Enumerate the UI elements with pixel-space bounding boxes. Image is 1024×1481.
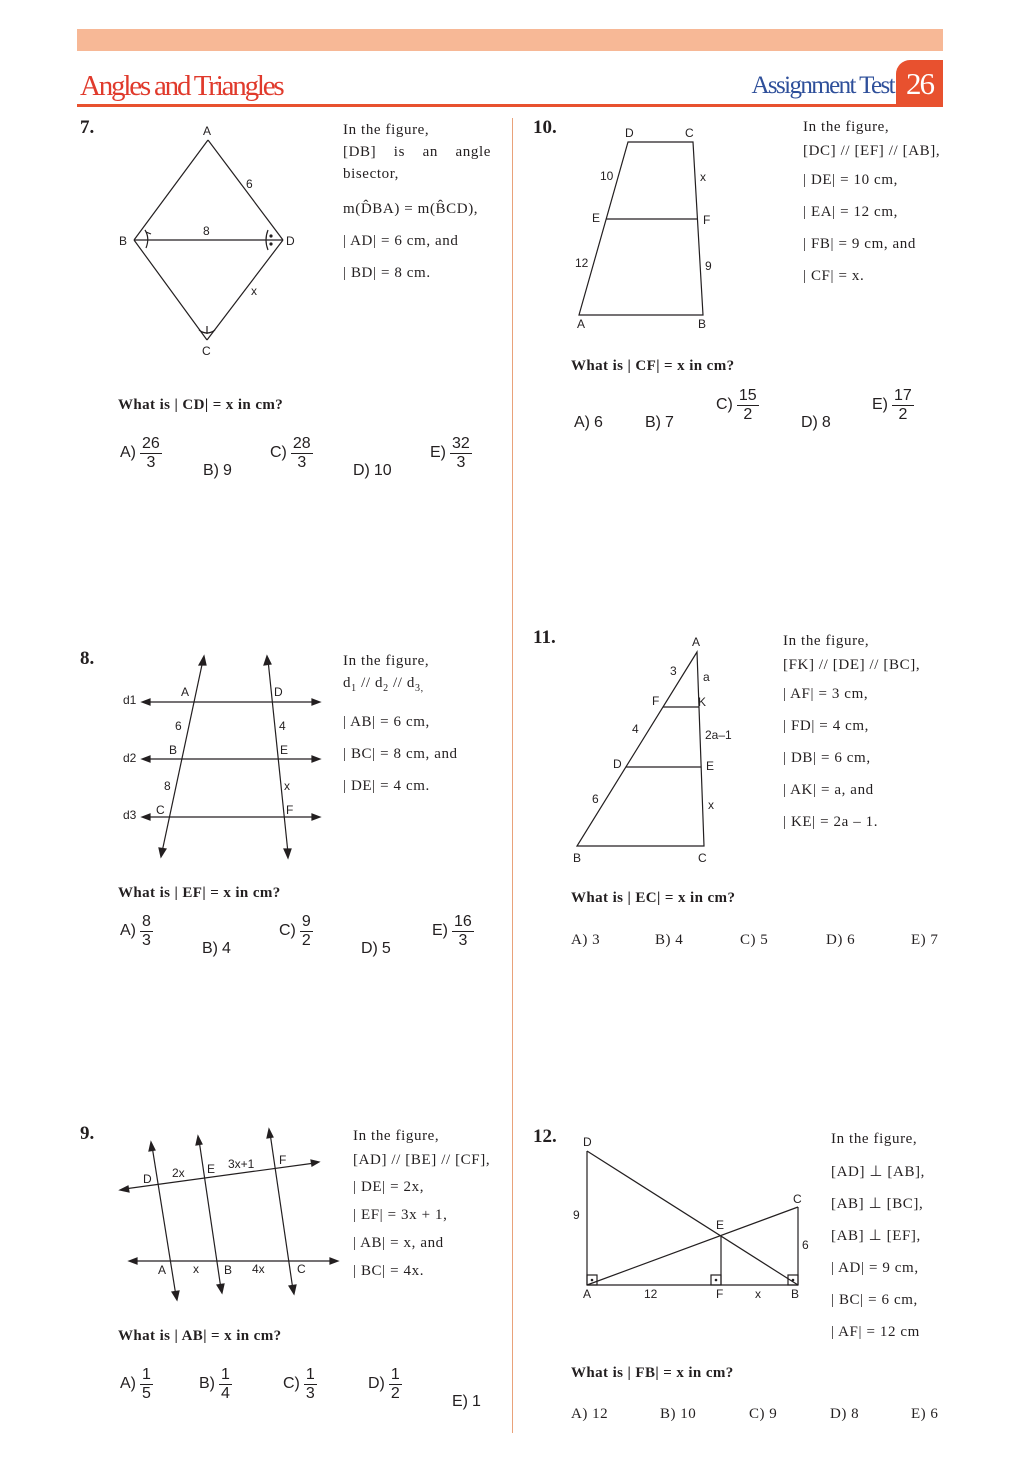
q8-given-line: | DE| = 4 cm. (343, 778, 430, 794)
q9-given-line: | DE| = 2x, (353, 1179, 425, 1195)
q8-label-d2: d2 (123, 751, 137, 765)
q10-given (803, 116, 940, 292)
q11-label-c: C (698, 851, 707, 865)
q11-given-line: | DB| = 6 cm, (783, 750, 871, 766)
test-number-badge: 26 (896, 60, 943, 107)
q8-label-b: B (169, 743, 178, 757)
q7-given-line: [DB] is an angle (343, 144, 491, 160)
q10-given-line: | FB| = 9 cm, and (803, 236, 916, 252)
q10-label-d: D (625, 126, 634, 140)
q8-given-line: $d_1 // d_2 // d_{3,}$ (343, 675, 424, 694)
q7-given-line: In the figure, (343, 122, 430, 138)
q9-option-c[interactable]: C) $\frac{1}{3}$ (283, 1365, 315, 1402)
q9-label-b: B (224, 1263, 233, 1277)
chapter-title: Angles and Triangles (80, 70, 283, 102)
q12-given (831, 1128, 925, 1348)
q7-label-a: A (203, 124, 212, 138)
q8-given (343, 650, 458, 802)
q8-label-d1: d1 (123, 693, 137, 707)
q11-option-d[interactable]: D) 6 (826, 932, 856, 948)
q9-number: 9. (80, 1123, 95, 1144)
q7-given-line: | AD| = 6 cm, and (343, 233, 459, 249)
q10-label-f: F (703, 213, 711, 227)
q11-label-af: 3 (670, 664, 677, 678)
q7-number: 7. (80, 117, 95, 138)
q7-given-line: m(D̂BA) = m(B̂CD), (343, 201, 479, 217)
q12-label-ad: 9 (573, 1208, 580, 1222)
q12-option-b[interactable]: B) 10 (660, 1406, 697, 1422)
q8-option-a[interactable]: A) $\frac{8}{3}$ (120, 912, 151, 949)
q9-given-line: [AD] // [BE] // [CF], (353, 1152, 491, 1168)
q12-given-line: | AD| = 9 cm, (831, 1260, 919, 1276)
q11-number: 11. (533, 627, 556, 648)
q8-label-bc: 8 (164, 779, 171, 793)
q7-label-d: D (286, 234, 295, 248)
test-label: Assignment Test (751, 72, 894, 99)
q10-option-d[interactable]: D) 8 (801, 414, 831, 431)
q12-label-c: C (793, 1192, 802, 1206)
q12-given-line: [AD] ⊥ [AB], (831, 1164, 925, 1180)
q7-given-line: | BD| = 8 cm. (343, 265, 431, 281)
q9-given-line: In the figure, (353, 1128, 440, 1144)
q9-label-de: 2x (172, 1166, 185, 1180)
q11-given-line: | KE| = 2a – 1. (783, 814, 879, 830)
q10-given-line: In the figure, (803, 119, 890, 135)
q9-option-d[interactable]: D) $\frac{1}{2}$ (368, 1365, 400, 1402)
q11-given-line: | AF| = 3 cm, (783, 686, 869, 702)
q9-label-f: F (279, 1153, 287, 1167)
q12-option-a[interactable]: A) 12 (571, 1406, 609, 1422)
q9-label-a: A (158, 1263, 167, 1277)
q10-option-e[interactable]: E) $\frac{17}{2}$ (872, 386, 912, 423)
q11-option-b[interactable]: B) 4 (655, 932, 684, 948)
q9-label-e: E (207, 1162, 216, 1176)
q7-given (343, 119, 491, 289)
q8-label-c: C (156, 803, 165, 817)
q11-label-ec: x (708, 798, 714, 812)
q11-label-k: K (698, 695, 707, 709)
q12-label-d: D (583, 1135, 592, 1149)
q10-label-b: B (698, 317, 707, 331)
q9-label-ef: 3x+1 (228, 1157, 255, 1171)
q12-label-a: A (583, 1287, 592, 1301)
q8-label-ab: 6 (175, 719, 182, 733)
q9-question: What is | AB| = x in cm? (118, 1328, 282, 1344)
q10-given-line: | EA| = 12 cm, (803, 204, 898, 220)
q12-option-d[interactable]: D) 8 (830, 1406, 860, 1422)
q9-option-e[interactable]: E) 1 (452, 1393, 481, 1410)
q11-option-c[interactable]: C) 5 (740, 932, 769, 948)
q12-given-line: [AB] ⊥ [BC], (831, 1196, 924, 1212)
q7-option-c[interactable]: C) $\frac{28}{3}$ (270, 434, 311, 471)
q9-label-bc: 4x (252, 1262, 265, 1276)
q8-question: What is | EF| = x in cm? (118, 885, 281, 901)
q7-label-bd: 8 (203, 224, 210, 238)
q7-option-d[interactable]: D) 10 (353, 462, 392, 479)
q7-option-e[interactable]: E) $\frac{32}{3}$ (430, 434, 470, 471)
q7-label-cd: x (251, 284, 257, 298)
q8-option-e[interactable]: E) $\frac{16}{3}$ (432, 912, 472, 949)
q11-label-b: B (573, 851, 582, 865)
q11-label-d: D (613, 757, 622, 771)
q8-label-a: A (181, 685, 190, 699)
q11-label-fd: 4 (632, 722, 639, 736)
q11-option-a[interactable]: A) 3 (571, 932, 601, 948)
header-band (77, 29, 943, 51)
q10-option-a[interactable]: A) 6 (574, 414, 603, 431)
q9-given-line: | BC| = 4x. (353, 1263, 425, 1279)
q8-label-d3: d3 (123, 808, 137, 822)
q11-given (783, 630, 920, 838)
q10-option-c[interactable]: C) $\frac{15}{2}$ (716, 386, 757, 423)
q7-given-line: bisector, (343, 166, 400, 182)
q12-given-line: [AB] ⊥ [EF], (831, 1228, 921, 1244)
q12-label-bc: 6 (802, 1238, 809, 1252)
q10-label-e: E (592, 211, 601, 225)
q12-given-line: | BC| = 6 cm, (831, 1292, 918, 1308)
q10-given-line: | DE| = 10 cm, (803, 172, 898, 188)
q10-number: 10. (533, 117, 557, 138)
q10-question: What is | CF| = x in cm? (571, 358, 735, 374)
q12-given-line: | AF| = 12 cm (831, 1324, 920, 1340)
q8-label-ef: x (284, 779, 290, 793)
q7-option-a[interactable]: A) $\frac{26}{3}$ (120, 434, 160, 471)
q11-given-line: | FD| = 4 cm, (783, 718, 870, 734)
q12-option-c[interactable]: C) 9 (749, 1406, 778, 1422)
column-divider (512, 118, 513, 1433)
q11-label-e: E (706, 759, 715, 773)
q8-label-f: F (286, 803, 294, 817)
q10-label-c: C (685, 126, 694, 140)
q11-question: What is | EC| = x in cm? (571, 890, 736, 906)
q11-given-line: | AK| = a, and (783, 782, 874, 798)
q12-label-f: F (716, 1287, 724, 1301)
q12-number: 12. (533, 1126, 557, 1147)
q12-given-line: In the figure, (831, 1131, 918, 1147)
q11-label-ak: a (703, 670, 710, 684)
q12-question: What is | FB| = x in cm? (571, 1365, 734, 1381)
q11-given-line: [FK] // [DE] // [BC], (783, 657, 921, 673)
q7-option-b[interactable]: B) 9 (203, 462, 232, 479)
q9-label-ab: x (193, 1262, 199, 1276)
q9-given-line: | AB| = x, and (353, 1235, 444, 1251)
q9-label-d: D (143, 1172, 152, 1186)
q12-label-fb: x (755, 1287, 761, 1301)
q10-label-a: A (577, 317, 586, 331)
q8-given-line: | AB| = 6 cm, (343, 714, 430, 730)
q8-option-c[interactable]: C) $\frac{9}{2}$ (279, 912, 311, 949)
q10-label-ea: 12 (575, 256, 589, 270)
q7-question: What is | CD| = x in cm? (118, 397, 284, 413)
q8-option-b[interactable]: B) 4 (202, 940, 231, 957)
q8-label-de: 4 (279, 719, 286, 733)
q11-label-db: 6 (592, 792, 599, 806)
q11-label-ke: 2a–1 (705, 728, 732, 742)
q8-number: 8. (80, 648, 95, 669)
q7-label-b: B (119, 234, 128, 248)
q8-given-line: In the figure, (343, 653, 430, 669)
q10-option-b[interactable]: B) 7 (645, 414, 674, 431)
q10-label-fb: 9 (705, 259, 712, 273)
q9-given (353, 1125, 490, 1285)
q11-option-e[interactable]: E) 7 (911, 932, 939, 948)
q12-label-e: E (716, 1218, 725, 1232)
q9-option-b[interactable]: B) $\frac{1}{4}$ (199, 1365, 230, 1402)
q12-label-af: 12 (644, 1287, 658, 1301)
q8-given-line: | BC| = 8 cm, and (343, 746, 458, 762)
q12-option-e[interactable]: E) 6 (911, 1406, 939, 1422)
q9-option-a[interactable]: A) $\frac{1}{5}$ (120, 1365, 151, 1402)
q9-given-line: | EF| = 3x + 1, (353, 1207, 448, 1223)
q8-label-e: E (280, 743, 289, 757)
q12-label-b: B (791, 1287, 800, 1301)
q7-label-c: C (202, 344, 211, 358)
q10-label-cf: x (700, 170, 706, 184)
q11-given-line: In the figure, (783, 633, 870, 649)
header-rule (77, 104, 943, 107)
q10-given-line: [DC] // [EF] // [AB], (803, 143, 941, 159)
q10-given-line: | CF| = x. (803, 268, 865, 284)
q7-label-ad: 6 (246, 177, 253, 191)
q8-option-d[interactable]: D) 5 (361, 940, 391, 957)
q11-label-f: F (652, 694, 660, 708)
q9-label-c: C (297, 1262, 306, 1276)
q11-label-a: A (692, 635, 701, 649)
q8-label-d: D (274, 685, 283, 699)
q10-label-de: 10 (600, 169, 614, 183)
